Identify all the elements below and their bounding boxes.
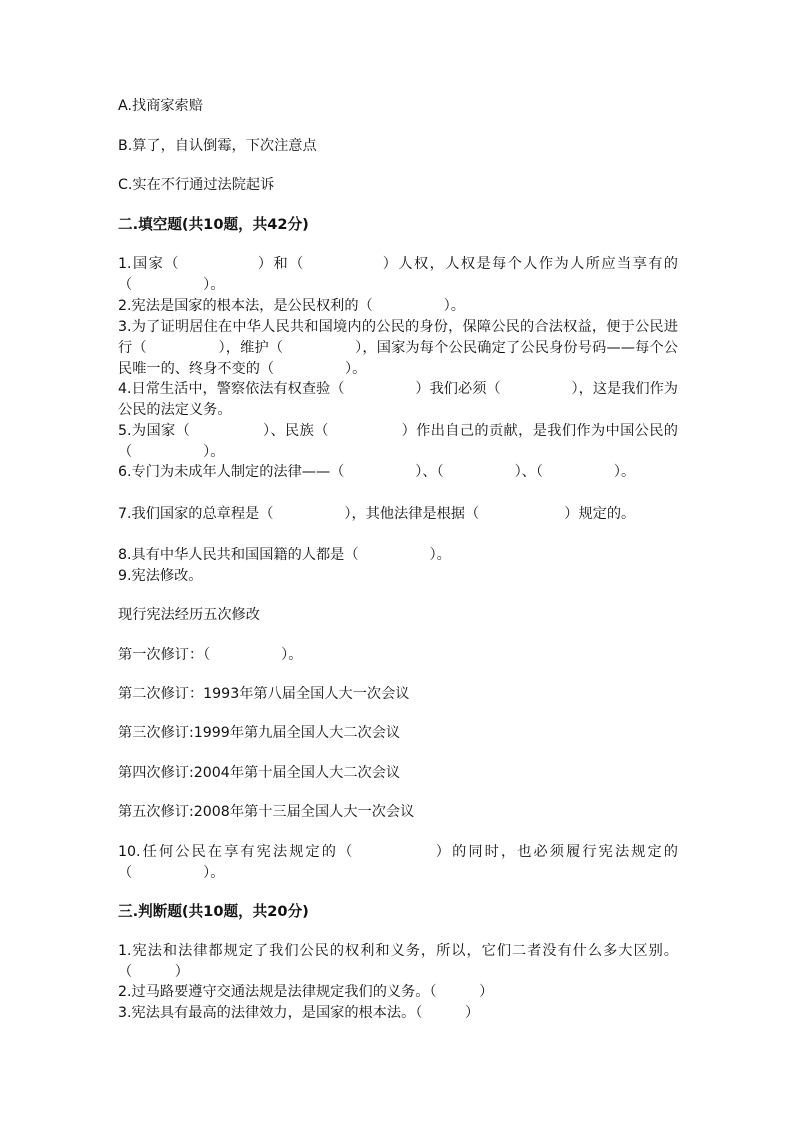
judge-question-1: 1.宪法和法律都规定了我们公民的权利和义务，所以，它们二者没有什么多大区别。（ ）: [118, 943, 678, 980]
fill-question-9: 9.宪法修改。: [118, 568, 203, 584]
fill-question-5: 5.为国家（ ）、民族（ ）作出自己的贡献，是我们作为中国公民的（ ）。: [118, 423, 678, 460]
fill-question-8: 8.具有中华人民共和国国籍的人都是（ ）。: [118, 547, 451, 563]
amendment-3: 第三次修订:1999年第九届全国人大二次会议: [118, 725, 401, 741]
fill-question-1: 1.国家（ ）和（ ）人权，人权是每个人作为人所应当享有的（ ）。: [118, 256, 678, 293]
fill-question-3: 3.为了证明居住在中华人民共和国境内的公民的身份，保障公民的合法权益，便于公民进行（ ），维护（ ），国家为每个公民确定了公民身份号码——每个公民唯一的、终身不变的（ ）。: [118, 319, 678, 377]
judge-question-3: 3.宪法具有最高的法律效力，是国家的根本法。（ ）: [118, 1005, 480, 1021]
amendment-1: 第一次修订：（ ）。: [118, 647, 303, 663]
fill-question-10: 10.任何公民在享有宪法规定的（ ）的同时，也必须履行宪法规定的（ ）。: [118, 844, 678, 881]
amendment-4: 第四次修订:2004年第十届全国人大二次会议: [118, 765, 401, 781]
fill-question-4: 4.日常生活中，警察依法有权查验（ ）我们必须（ ），这是我们作为公民的法定义务。: [118, 381, 678, 418]
judge-question-2: 2.过马路要遵守交通法规是法律规定我们的义务。（ ）: [118, 984, 494, 1000]
choice-c: C.实在不行通过法院起诉: [118, 177, 275, 193]
choice-b: B.算了，自认倒霉，下次注意点: [118, 138, 317, 154]
fill-question-6: 6.专门为未成年人制定的法律——（ ）、（ ）、（ ）。: [118, 464, 636, 480]
fill-question-7: 7.我们国家的总章程是（ ），其他法律是根据（ ）规定的。: [118, 506, 636, 522]
amendment-5: 第五次修订:2008年第十三届全国人大一次会议: [118, 804, 415, 820]
choice-a: A.找商家索赔: [118, 98, 203, 114]
amendment-2: 第二次修订：1993年第八届全国人大一次会议: [118, 686, 410, 702]
section2-heading: 二.填空题(共10题，共42分): [118, 216, 309, 233]
fill-question-2: 2.宪法是国家的根本法，是公民权利的（ ）。: [118, 298, 465, 314]
section3-heading: 三.判断题(共10题，共20分): [118, 903, 309, 920]
amendment-intro: 现行宪法经历五次修改: [118, 607, 260, 623]
